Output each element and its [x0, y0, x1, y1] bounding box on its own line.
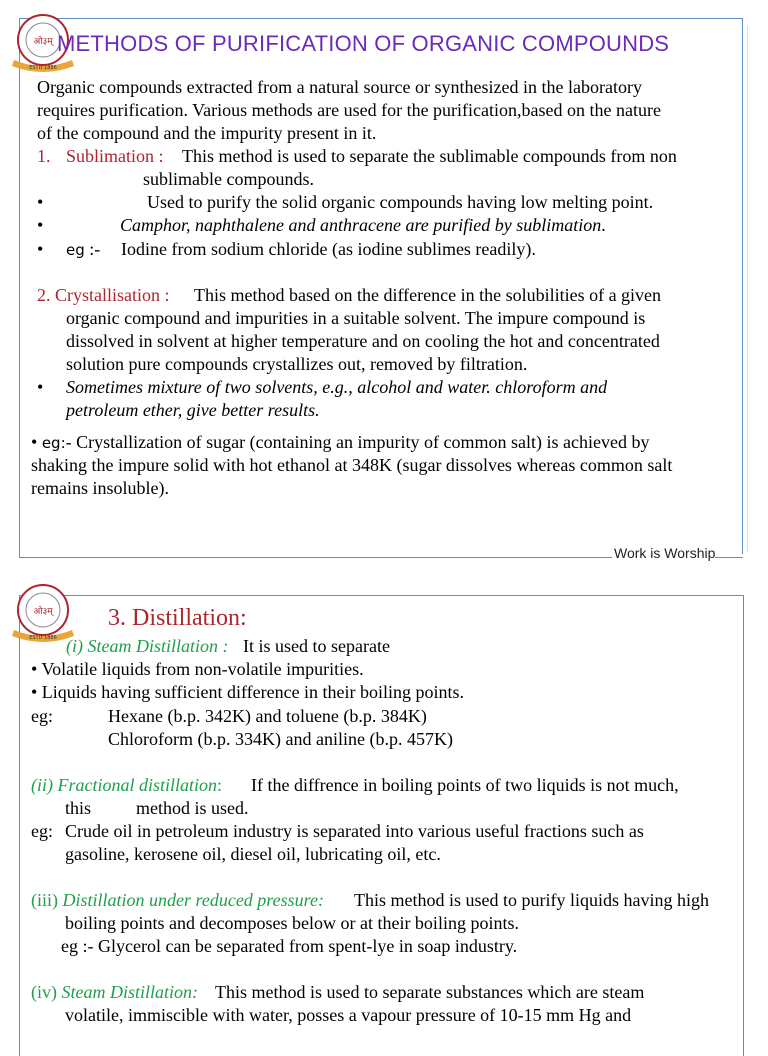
crystallisation-text-4: solution pure compounds crystallizes out, removed by filtration. [66, 354, 528, 374]
bullet-char: • [37, 192, 44, 212]
slide-2 [0, 578, 768, 1024]
steam2-label-title: Steam Distillation: [61, 982, 198, 1002]
eg-label: eg: [41, 434, 66, 452]
steam-text: It is used to separate [243, 636, 390, 656]
crystallisation-text-1: This method based on the difference in the solubilities of a given [194, 285, 662, 305]
sublimation-text-2: sublimable compounds. [143, 169, 314, 189]
svg-text:ESTD 1886: ESTD 1886 [29, 635, 57, 641]
crystallisation-italic-2: petroleum ether, give better results. [66, 400, 320, 420]
crystallisation-text-3: dissolved in solvent at higher temperature and on cooling the hot and concentrated [66, 331, 660, 351]
bullet-char: • [37, 239, 44, 259]
intro-line-1: Organic compounds extracted from a natural source or synthesized in the laboratory [37, 77, 642, 97]
crystallisation-italic-1: Sometimes mixture of two solvents, e.g., alcohol and water. chloroform and [66, 377, 608, 397]
reduced-text-1: This method is used to purify liquids having high [354, 890, 709, 910]
sublimation-bullet-2-end: . [601, 215, 606, 235]
crystallisation-eg-line-1 [31, 431, 649, 455]
fractional-colon: : [217, 775, 223, 795]
sublimation-text-1: This method is used to separate the sublimable compounds from non [182, 146, 677, 166]
intro-line-2: requires purification. Various methods are used for the purification,based on the nature [37, 100, 661, 120]
reduced-label-title: Distillation under reduced pressure: [62, 890, 324, 910]
fractional-eg-2: gasoline, kerosene oil, diesel oil, lubricating oil, etc. [65, 844, 441, 864]
slide-1-right-edge [747, 26, 748, 552]
svg-text:ओ३म्: ओ३म् [33, 37, 53, 47]
steam2-text-1: This method is used to separate substances which are steam [215, 982, 645, 1002]
reduced-label [31, 889, 324, 912]
fractional-text-1: If the diffrence in boiling points of two liquids is not much, [251, 775, 679, 795]
bullet-char: • [31, 432, 38, 452]
sublimation-number: 1. [37, 146, 51, 166]
steam2-text-2: volatile, immiscible with water, posses a vapour pressure of 10-15 mm Hg and [65, 1005, 632, 1025]
steam-eg-2: Chloroform (b.p. 334K) and aniline (b.p. 457K) [108, 729, 453, 749]
reduced-text-2: boiling points and decomposes below or at their boiling points. [65, 913, 519, 933]
bullet-char: • [37, 377, 44, 397]
steam-bullet-1: • Volatile liquids from non-volatile impurities. [31, 659, 364, 679]
sublimation-bullet-2-text: Camphor, naphthalene and anthracene are purified by sublimation [120, 215, 602, 235]
steam-eg-1: Hexane (b.p. 342K) and toluene (b.p. 384K) [108, 706, 427, 726]
sublimation-eg-text: Iodine from sodium chloride (as iodine sublimes readily). [121, 239, 536, 259]
steam-label: (i) Steam Distillation : [66, 636, 229, 656]
slide-1-footer: Work is Worship [614, 545, 716, 561]
fractional-label-text: (ii) Fractional distillation [31, 775, 217, 795]
bullet-char: • [37, 215, 44, 235]
fractional-eg-label: eg: [31, 821, 53, 841]
svg-text:ESTD 1886: ESTD 1886 [29, 65, 57, 71]
fractional-label [31, 774, 222, 797]
slide-2-title: 3. Distillation: [108, 605, 247, 631]
fractional-text-2: this method is used. [65, 798, 249, 818]
eg-label: eg [66, 241, 85, 259]
crystallisation-text-2: organic compound and impurities in a suitable solvent. The impure compound is [66, 308, 646, 328]
steam2-label [31, 981, 198, 1004]
reduced-label-number: (iii) [31, 890, 63, 910]
fractional-eg-1: Crude oil in petroleum industry is separated into various useful fractions such as [65, 821, 644, 841]
intro-line-3: of the compound and the impurity present in it. [37, 123, 377, 143]
slide-1-title: METHODS OF PURIFICATION OF ORGANIC COMPOUNDS [57, 31, 670, 56]
sublimation-bullet-1: Used to purify the solid organic compounds having low melting point. [147, 192, 654, 212]
reduced-eg: eg :- Glycerol can be separated from spent-lye in soap industry. [61, 936, 518, 956]
crystallisation-eg-line-3: remains insoluble). [31, 478, 169, 498]
sublimation-bullet-2 [120, 214, 606, 237]
crystallisation-heading: 2. Crystallisation : [37, 285, 170, 305]
slide-1-right-border [742, 18, 743, 554]
sublimation-eg [66, 238, 100, 262]
reduced-label-text [31, 890, 324, 910]
steam-eg-label: eg: [31, 706, 53, 726]
svg-text:ओ३म्: ओ३म् [33, 607, 53, 617]
eg-sep: :- [89, 239, 101, 259]
crystallisation-eg-text-1: - Crystallization of sugar (containing an impurity of common salt) is achieved by [65, 432, 650, 452]
steam-bullet-2: • Liquids having sufficient difference in their boiling points. [31, 682, 465, 702]
crystallisation-eg-line-2: shaking the impure solid with hot ethanol at 348K (sugar dissolves whereas common salt [31, 455, 673, 475]
steam2-label-number: (iv) [31, 982, 62, 1002]
sublimation-heading: Sublimation : [66, 146, 164, 166]
